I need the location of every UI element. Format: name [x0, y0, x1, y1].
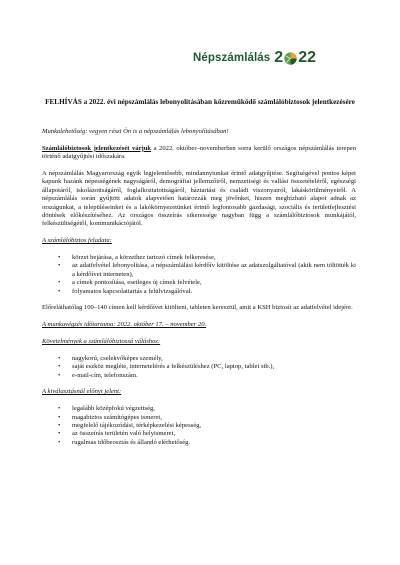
work-period: A munkavégzés időtartama: 2022. október 17. – november 20. — [42, 321, 207, 329]
logo-year-prefix: 2 — [274, 49, 284, 66]
list-item: • a címek pontosítása, esetleges új címek felvétele, — [72, 279, 356, 287]
logo-text: Népszámlálás — [193, 52, 271, 64]
recruitment-emphasis: Számlálóbiztosok jelentkezését várjuk — [42, 144, 152, 152]
tasks-list — [42, 254, 356, 296]
list-item: • e-mail-cím, telefonszám. — [72, 372, 356, 380]
recruitment-rest: a 2022. október–novemberben sorra kerülő országos népszámlálás terepen történő adatgyűjtési időszakára. — [42, 144, 356, 161]
list-item: • az összeírás területén való helyismeret, — [72, 430, 356, 438]
list-item: • saját eszköz megléte, internetelérés a felkészüléshez (PC, laptop, tablet stb.), — [72, 363, 356, 371]
list-item: • legalább középfokú végzettség, — [72, 405, 356, 413]
advantages-list — [42, 405, 356, 447]
intro-line: Munkalehetőség: vegyen részt Ön is a népszámlálás lebonyolításában! — [42, 128, 229, 135]
list-item: • nagykorú, cselekvőképes személy, — [72, 355, 356, 363]
paragraph-questionnaires: Előreláthatólag 100–140 címen kell kérdőívet kitölteni, tableten keresztül, amit a KSH biztosít az adatfelvétel idejére. — [42, 304, 353, 312]
list-item: • magabiztos számítógépes ismeret, — [72, 414, 356, 422]
document-body — [42, 128, 356, 456]
list-item: • rugalmas időbeosztás és állandó elérhetőség. — [72, 439, 356, 447]
logo-year-suffix: 22 — [298, 49, 316, 66]
list-item: • az adatfelvétel lebonyolítása, a népszámlálási kérdőív kitöltése az adatszolgáltatóval (akik nem töltötték ki a kérdőívet interneten), — [72, 262, 356, 279]
list-item: • megfelelő tájékozódási, térképkezelési képesség, — [72, 422, 356, 430]
globe-icon — [284, 52, 297, 65]
list-item: • körzet bejárása, a körzethez tartozó címek felkeresése, — [72, 254, 356, 262]
document-title: FELHÍVÁS a 2022. évi népszámlálás lebonyolításában közreműködő számlálóbiztosok jelentkezésére — [45, 98, 355, 106]
nepszamlalas-logo — [193, 49, 316, 67]
paragraph-recruitment — [42, 145, 356, 162]
logo-year — [274, 49, 316, 67]
paragraph-census-description: A népszámlálás Magyarország egyik legjelentősebb, mindannyiunkat érintő adatgyűjtése. Segítségével pontos képet kapunk hazánk népességének nagyságáról, demográfiai jellemzőiről, nemzetiségi és vallási összetételéről, egészségi állapotáról, iskolázottságáról, foglalkoztatottságáról, háztartási és családi viszonyairól, lakáskörülményeiről. A népszámlálás során gyűjtött adatok alapvetően határozzák meg jövőnket, hiszen megbízható alapot adnak az országunkat, a településeinket és a lakókörnyezetünket érintő legfontosabb gazdasági, szociális és területfejlesztési döntések előkészítéséhez. Az országos összeírás sikeressége nagyban függ a számlálóbiztosok munkájától, felkészültségétől, kommunikációjától. — [42, 170, 356, 228]
section-heading-tasks: A számlálóbiztos feladata: — [42, 237, 112, 245]
list-item: • folyamatos kapcsolattartás a felülvizsgálóval. — [72, 288, 356, 296]
requirements-list — [42, 355, 356, 380]
section-heading-advantages: A kiválasztásnál előnyt jelent: — [42, 388, 122, 396]
section-heading-requirements: Követelmények a számlálóbiztossá váláshoz: — [42, 338, 161, 346]
